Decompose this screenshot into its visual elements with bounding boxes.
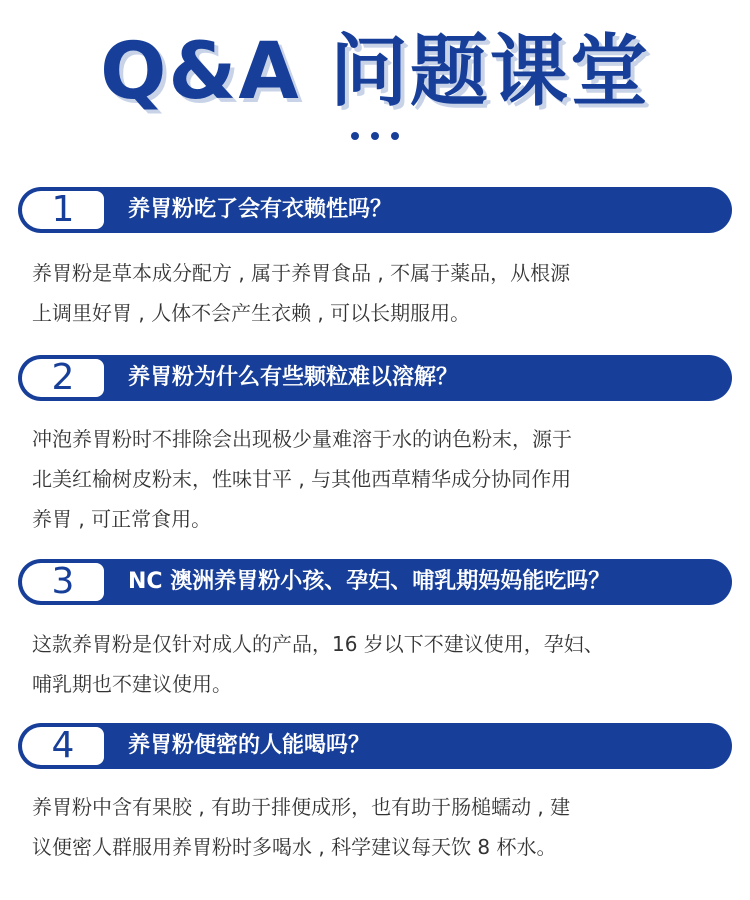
decorative-dots bbox=[0, 132, 750, 140]
answer-text bbox=[32, 624, 722, 704]
question-number: 3 bbox=[51, 561, 75, 602]
question-number: 4 bbox=[51, 725, 75, 766]
answer-line: 北美红榆树皮粉末，性味甘平 , 与其他西草精华成分协同作用 bbox=[32, 467, 572, 491]
question-bar bbox=[18, 723, 732, 769]
question-number: 2 bbox=[51, 357, 75, 398]
answer-line: 这款养胃粉是仅针对成人的产品，16 岁以下不建议使用，孕妇、 bbox=[32, 632, 604, 656]
title-section bbox=[0, 22, 750, 122]
question-bar bbox=[18, 559, 732, 605]
dot bbox=[371, 132, 379, 140]
number-badge bbox=[22, 563, 104, 601]
question-text: NC 澳洲养胃粉小孩、孕妇、哺乳期妈妈能吃吗？ bbox=[128, 569, 611, 594]
number-badge bbox=[22, 359, 104, 397]
answer-line: 冲泡养胃粉时不排除会出现极少量难溶于水的讷色粉末，源于 bbox=[32, 427, 572, 451]
answer-text bbox=[32, 253, 722, 333]
answer-line: 上调里好胃 , 人体不会产生衣赖 , 可以长期服用。 bbox=[32, 301, 471, 325]
dot bbox=[351, 132, 359, 140]
number-badge bbox=[22, 191, 104, 229]
answer-line: 议便密人群服用养胃粉时多喝水 , 科学建议每天饮 8 杯水。 bbox=[32, 835, 557, 859]
answer-line: 哺乳期也不建议使用。 bbox=[32, 672, 232, 696]
answer-line: 养胃 , 可正常食用。 bbox=[32, 507, 212, 531]
question-bar bbox=[18, 187, 732, 233]
answer-text bbox=[32, 787, 722, 867]
question-text: 养胃粉吃了会有衣赖性吗？ bbox=[128, 197, 393, 222]
question-text: 养胃粉为什么有些颗粒难以溶解？ bbox=[128, 365, 459, 390]
number-badge bbox=[22, 727, 104, 765]
page-title: Q&A 问题课堂 bbox=[100, 27, 650, 117]
question-number: 1 bbox=[51, 189, 75, 230]
answer-text bbox=[32, 419, 722, 539]
question-bar bbox=[18, 355, 732, 401]
question-text: 养胃粉便密的人能喝吗？ bbox=[128, 733, 371, 758]
dot bbox=[391, 132, 399, 140]
answer-line: 养胃粉是草本成分配方 , 属于养胃食品 , 不属于薬品，从根源 bbox=[32, 261, 571, 285]
answer-line: 养胃粉中含有果胶 , 有助于排便成形，也有助于肠槌蠕动 , 建 bbox=[32, 795, 571, 819]
